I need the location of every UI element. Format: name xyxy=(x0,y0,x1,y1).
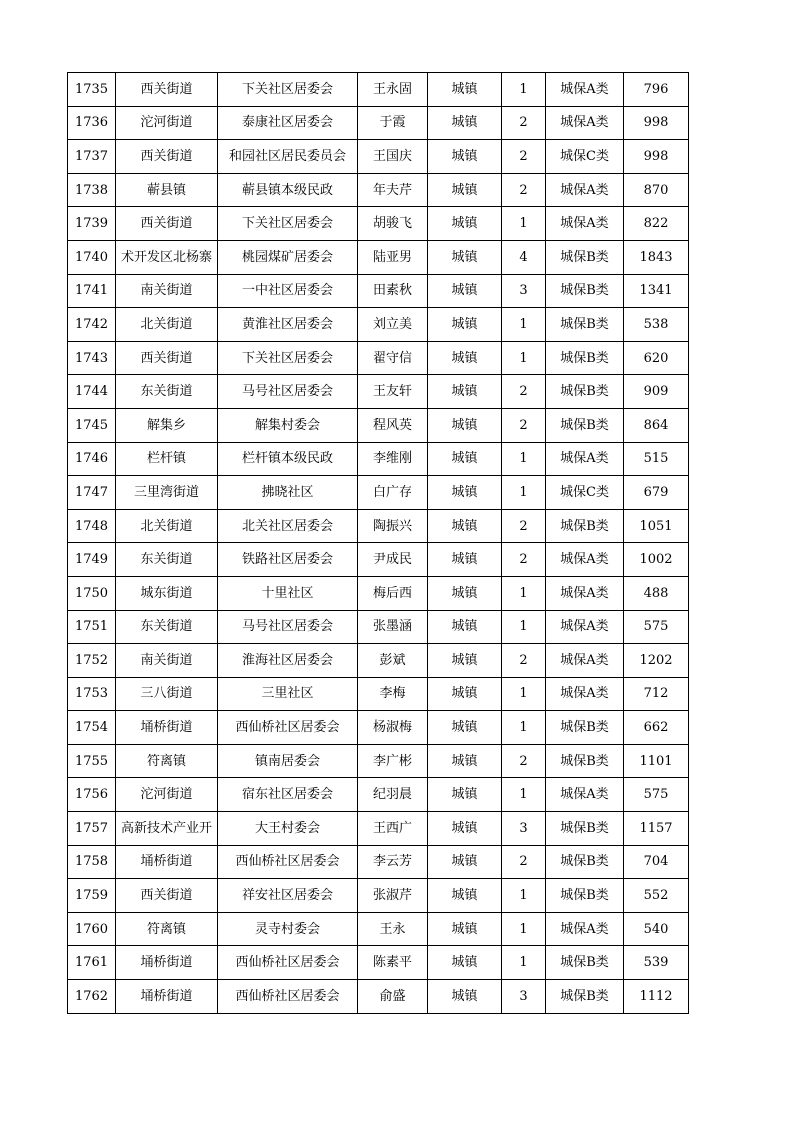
table-row xyxy=(68,845,689,879)
cell-street: 西关街道 xyxy=(116,341,218,375)
cell-name: 李广彬 xyxy=(358,744,428,778)
records-table xyxy=(67,72,689,1014)
cell-amount: 712 xyxy=(624,677,689,711)
cell-serial-number: 1750 xyxy=(68,576,116,610)
cell-household-count: 1 xyxy=(502,341,546,375)
cell-name: 杨淑梅 xyxy=(358,711,428,745)
cell-household-count: 2 xyxy=(502,173,546,207)
cell-amount: 1843 xyxy=(624,240,689,274)
cell-amount: 864 xyxy=(624,408,689,442)
cell-area-type: 城镇 xyxy=(428,610,502,644)
cell-street: 三八街道 xyxy=(116,677,218,711)
cell-serial-number: 1752 xyxy=(68,644,116,678)
cell-household-count: 1 xyxy=(502,778,546,812)
cell-category: 城保A类 xyxy=(546,173,624,207)
cell-community: 马号社区居委会 xyxy=(218,610,358,644)
cell-serial-number: 1740 xyxy=(68,240,116,274)
cell-household-count: 2 xyxy=(502,845,546,879)
table-row xyxy=(68,744,689,778)
cell-community: 马号社区居委会 xyxy=(218,375,358,409)
cell-community: 下关社区居委会 xyxy=(218,73,358,107)
cell-area-type: 城镇 xyxy=(428,812,502,846)
cell-serial-number: 1758 xyxy=(68,845,116,879)
cell-category: 城保B类 xyxy=(546,341,624,375)
table-row xyxy=(68,308,689,342)
table-row xyxy=(68,778,689,812)
cell-area-type: 城镇 xyxy=(428,946,502,980)
cell-amount: 575 xyxy=(624,610,689,644)
cell-amount: 1101 xyxy=(624,744,689,778)
cell-category: 城保B类 xyxy=(546,946,624,980)
cell-amount: 679 xyxy=(624,476,689,510)
cell-name: 王友轩 xyxy=(358,375,428,409)
table-body xyxy=(68,73,689,1014)
cell-amount: 488 xyxy=(624,576,689,610)
cell-household-count: 2 xyxy=(502,140,546,174)
cell-household-count: 1 xyxy=(502,576,546,610)
cell-name: 年夫芹 xyxy=(358,173,428,207)
cell-amount: 552 xyxy=(624,879,689,913)
table-row xyxy=(68,341,689,375)
cell-street: 南关街道 xyxy=(116,644,218,678)
cell-household-count: 3 xyxy=(502,274,546,308)
cell-serial-number: 1754 xyxy=(68,711,116,745)
cell-area-type: 城镇 xyxy=(428,980,502,1014)
cell-community: 三里社区 xyxy=(218,677,358,711)
cell-household-count: 1 xyxy=(502,677,546,711)
cell-serial-number: 1739 xyxy=(68,207,116,241)
cell-amount: 1157 xyxy=(624,812,689,846)
cell-area-type: 城镇 xyxy=(428,778,502,812)
cell-area-type: 城镇 xyxy=(428,140,502,174)
cell-household-count: 1 xyxy=(502,308,546,342)
cell-street: 西关街道 xyxy=(116,207,218,241)
cell-street: 符离镇 xyxy=(116,744,218,778)
cell-area-type: 城镇 xyxy=(428,744,502,778)
cell-amount: 1112 xyxy=(624,980,689,1014)
cell-household-count: 1 xyxy=(502,711,546,745)
cell-amount: 1051 xyxy=(624,509,689,543)
cell-street: 高新技术产业开 xyxy=(116,812,218,846)
cell-serial-number: 1761 xyxy=(68,946,116,980)
cell-street: 西关街道 xyxy=(116,73,218,107)
table-row xyxy=(68,912,689,946)
cell-area-type: 城镇 xyxy=(428,240,502,274)
cell-amount: 662 xyxy=(624,711,689,745)
cell-street: 东关街道 xyxy=(116,543,218,577)
cell-area-type: 城镇 xyxy=(428,509,502,543)
table-row xyxy=(68,677,689,711)
table-row xyxy=(68,711,689,745)
table-row xyxy=(68,140,689,174)
cell-area-type: 城镇 xyxy=(428,73,502,107)
cell-serial-number: 1747 xyxy=(68,476,116,510)
table-row xyxy=(68,812,689,846)
cell-street: 西关街道 xyxy=(116,140,218,174)
cell-serial-number: 1735 xyxy=(68,73,116,107)
cell-serial-number: 1741 xyxy=(68,274,116,308)
cell-category: 城保B类 xyxy=(546,812,624,846)
cell-amount: 796 xyxy=(624,73,689,107)
cell-community: 解集村委会 xyxy=(218,408,358,442)
cell-household-count: 2 xyxy=(502,106,546,140)
cell-household-count: 2 xyxy=(502,509,546,543)
cell-street: 符离镇 xyxy=(116,912,218,946)
cell-category: 城保A类 xyxy=(546,576,624,610)
cell-community: 桃园煤矿居委会 xyxy=(218,240,358,274)
cell-household-count: 4 xyxy=(502,240,546,274)
cell-street: 蕲县镇 xyxy=(116,173,218,207)
cell-serial-number: 1753 xyxy=(68,677,116,711)
cell-household-count: 1 xyxy=(502,476,546,510)
cell-amount: 515 xyxy=(624,442,689,476)
cell-household-count: 1 xyxy=(502,442,546,476)
cell-name: 彭斌 xyxy=(358,644,428,678)
cell-community: 一中社区居委会 xyxy=(218,274,358,308)
cell-street: 东关街道 xyxy=(116,610,218,644)
cell-category: 城保C类 xyxy=(546,140,624,174)
cell-community: 北关社区居委会 xyxy=(218,509,358,543)
cell-street: 沱河街道 xyxy=(116,778,218,812)
cell-area-type: 城镇 xyxy=(428,308,502,342)
table-row xyxy=(68,879,689,913)
table-row xyxy=(68,980,689,1014)
cell-category: 城保B类 xyxy=(546,274,624,308)
cell-category: 城保A类 xyxy=(546,543,624,577)
cell-street: 北关街道 xyxy=(116,509,218,543)
cell-amount: 620 xyxy=(624,341,689,375)
table-row xyxy=(68,106,689,140)
cell-community: 泰康社区居委会 xyxy=(218,106,358,140)
cell-area-type: 城镇 xyxy=(428,845,502,879)
cell-name: 陆亚男 xyxy=(358,240,428,274)
cell-serial-number: 1762 xyxy=(68,980,116,1014)
cell-serial-number: 1755 xyxy=(68,744,116,778)
cell-name: 陶振兴 xyxy=(358,509,428,543)
cell-serial-number: 1738 xyxy=(68,173,116,207)
cell-category: 城保A类 xyxy=(546,442,624,476)
cell-name: 刘立美 xyxy=(358,308,428,342)
cell-area-type: 城镇 xyxy=(428,207,502,241)
cell-name: 李梅 xyxy=(358,677,428,711)
cell-area-type: 城镇 xyxy=(428,543,502,577)
cell-community: 大王村委会 xyxy=(218,812,358,846)
cell-area-type: 城镇 xyxy=(428,106,502,140)
cell-street: 东关街道 xyxy=(116,375,218,409)
cell-name: 陈素平 xyxy=(358,946,428,980)
cell-category: 城保B类 xyxy=(546,375,624,409)
cell-serial-number: 1757 xyxy=(68,812,116,846)
cell-serial-number: 1760 xyxy=(68,912,116,946)
cell-community: 宿东社区居委会 xyxy=(218,778,358,812)
cell-community: 拂晓社区 xyxy=(218,476,358,510)
cell-community: 西仙桥社区居委会 xyxy=(218,845,358,879)
cell-community: 西仙桥社区居委会 xyxy=(218,980,358,1014)
cell-amount: 998 xyxy=(624,106,689,140)
cell-area-type: 城镇 xyxy=(428,644,502,678)
cell-name: 王永固 xyxy=(358,73,428,107)
cell-area-type: 城镇 xyxy=(428,442,502,476)
cell-category: 城保A类 xyxy=(546,106,624,140)
cell-category: 城保B类 xyxy=(546,845,624,879)
cell-amount: 1002 xyxy=(624,543,689,577)
cell-household-count: 1 xyxy=(502,207,546,241)
cell-household-count: 2 xyxy=(502,375,546,409)
cell-category: 城保A类 xyxy=(546,644,624,678)
cell-area-type: 城镇 xyxy=(428,576,502,610)
table-row xyxy=(68,576,689,610)
table-row xyxy=(68,610,689,644)
cell-household-count: 3 xyxy=(502,812,546,846)
cell-community: 十里社区 xyxy=(218,576,358,610)
cell-household-count: 1 xyxy=(502,610,546,644)
cell-area-type: 城镇 xyxy=(428,912,502,946)
cell-serial-number: 1759 xyxy=(68,879,116,913)
cell-area-type: 城镇 xyxy=(428,341,502,375)
table-row xyxy=(68,946,689,980)
cell-name: 梅后西 xyxy=(358,576,428,610)
cell-household-count: 3 xyxy=(502,980,546,1014)
cell-community: 西仙桥社区居委会 xyxy=(218,711,358,745)
cell-community: 西仙桥社区居委会 xyxy=(218,946,358,980)
cell-serial-number: 1743 xyxy=(68,341,116,375)
cell-community: 下关社区居委会 xyxy=(218,207,358,241)
cell-name: 于霞 xyxy=(358,106,428,140)
cell-serial-number: 1744 xyxy=(68,375,116,409)
cell-name: 纪羽晨 xyxy=(358,778,428,812)
table-row xyxy=(68,207,689,241)
cell-name: 尹成民 xyxy=(358,543,428,577)
cell-name: 张墨涵 xyxy=(358,610,428,644)
cell-street: 埇桥街道 xyxy=(116,845,218,879)
cell-street: 埇桥街道 xyxy=(116,711,218,745)
table-row xyxy=(68,375,689,409)
cell-street: 栏杆镇 xyxy=(116,442,218,476)
cell-area-type: 城镇 xyxy=(428,375,502,409)
cell-household-count: 1 xyxy=(502,73,546,107)
cell-serial-number: 1736 xyxy=(68,106,116,140)
cell-category: 城保B类 xyxy=(546,879,624,913)
table-row xyxy=(68,509,689,543)
cell-community: 蕲县镇本级民政 xyxy=(218,173,358,207)
cell-community: 黄淮社区居委会 xyxy=(218,308,358,342)
cell-name: 胡骏飞 xyxy=(358,207,428,241)
cell-name: 王国庆 xyxy=(358,140,428,174)
cell-category: 城保A类 xyxy=(546,912,624,946)
cell-name: 王永 xyxy=(358,912,428,946)
cell-name: 白广存 xyxy=(358,476,428,510)
cell-household-count: 2 xyxy=(502,744,546,778)
table-row xyxy=(68,73,689,107)
cell-serial-number: 1746 xyxy=(68,442,116,476)
cell-amount: 540 xyxy=(624,912,689,946)
cell-household-count: 1 xyxy=(502,912,546,946)
table-row xyxy=(68,476,689,510)
cell-area-type: 城镇 xyxy=(428,408,502,442)
cell-category: 城保C类 xyxy=(546,476,624,510)
table-row xyxy=(68,442,689,476)
cell-amount: 1341 xyxy=(624,274,689,308)
cell-area-type: 城镇 xyxy=(428,677,502,711)
cell-community: 铁路社区居委会 xyxy=(218,543,358,577)
cell-community: 栏杆镇本级民政 xyxy=(218,442,358,476)
table-row xyxy=(68,240,689,274)
cell-category: 城保B类 xyxy=(546,744,624,778)
cell-household-count: 1 xyxy=(502,946,546,980)
cell-category: 城保B类 xyxy=(546,509,624,543)
cell-street: 解集乡 xyxy=(116,408,218,442)
table-row xyxy=(68,644,689,678)
cell-serial-number: 1745 xyxy=(68,408,116,442)
cell-amount: 539 xyxy=(624,946,689,980)
table-row xyxy=(68,173,689,207)
cell-name: 程风英 xyxy=(358,408,428,442)
cell-category: 城保A类 xyxy=(546,207,624,241)
cell-category: 城保B类 xyxy=(546,308,624,342)
cell-area-type: 城镇 xyxy=(428,879,502,913)
cell-area-type: 城镇 xyxy=(428,476,502,510)
cell-household-count: 1 xyxy=(502,879,546,913)
cell-name: 李维刚 xyxy=(358,442,428,476)
cell-serial-number: 1737 xyxy=(68,140,116,174)
table-row xyxy=(68,408,689,442)
cell-category: 城保B类 xyxy=(546,711,624,745)
table-row xyxy=(68,543,689,577)
cell-area-type: 城镇 xyxy=(428,274,502,308)
cell-amount: 822 xyxy=(624,207,689,241)
cell-amount: 909 xyxy=(624,375,689,409)
cell-serial-number: 1751 xyxy=(68,610,116,644)
cell-serial-number: 1742 xyxy=(68,308,116,342)
cell-amount: 870 xyxy=(624,173,689,207)
cell-serial-number: 1756 xyxy=(68,778,116,812)
cell-community: 和园社区居民委员会 xyxy=(218,140,358,174)
cell-category: 城保B类 xyxy=(546,240,624,274)
cell-area-type: 城镇 xyxy=(428,711,502,745)
cell-area-type: 城镇 xyxy=(428,173,502,207)
cell-community: 下关社区居委会 xyxy=(218,341,358,375)
cell-amount: 704 xyxy=(624,845,689,879)
cell-category: 城保B类 xyxy=(546,408,624,442)
cell-name: 俞盛 xyxy=(358,980,428,1014)
cell-name: 田素秋 xyxy=(358,274,428,308)
cell-name: 张淑芹 xyxy=(358,879,428,913)
cell-amount: 538 xyxy=(624,308,689,342)
cell-amount: 575 xyxy=(624,778,689,812)
cell-category: 城保A类 xyxy=(546,778,624,812)
cell-community: 灵寺村委会 xyxy=(218,912,358,946)
cell-street: 西关街道 xyxy=(116,879,218,913)
cell-street: 三里湾街道 xyxy=(116,476,218,510)
cell-amount: 998 xyxy=(624,140,689,174)
cell-household-count: 2 xyxy=(502,408,546,442)
cell-community: 淮海社区居委会 xyxy=(218,644,358,678)
cell-category: 城保A类 xyxy=(546,677,624,711)
cell-street: 术开发区北杨寨 xyxy=(116,240,218,274)
cell-name: 王西广 xyxy=(358,812,428,846)
cell-street: 南关街道 xyxy=(116,274,218,308)
cell-serial-number: 1748 xyxy=(68,509,116,543)
cell-serial-number: 1749 xyxy=(68,543,116,577)
cell-category: 城保B类 xyxy=(546,980,624,1014)
cell-household-count: 2 xyxy=(502,644,546,678)
cell-amount: 1202 xyxy=(624,644,689,678)
cell-street: 城东街道 xyxy=(116,576,218,610)
cell-street: 埇桥街道 xyxy=(116,980,218,1014)
cell-community: 镇南居委会 xyxy=(218,744,358,778)
cell-category: 城保A类 xyxy=(546,73,624,107)
cell-street: 沱河街道 xyxy=(116,106,218,140)
cell-household-count: 2 xyxy=(502,543,546,577)
cell-category: 城保A类 xyxy=(546,610,624,644)
table-row xyxy=(68,274,689,308)
cell-street: 北关街道 xyxy=(116,308,218,342)
cell-name: 翟守信 xyxy=(358,341,428,375)
cell-street: 埇桥街道 xyxy=(116,946,218,980)
cell-community: 祥安社区居委会 xyxy=(218,879,358,913)
cell-name: 李云芳 xyxy=(358,845,428,879)
